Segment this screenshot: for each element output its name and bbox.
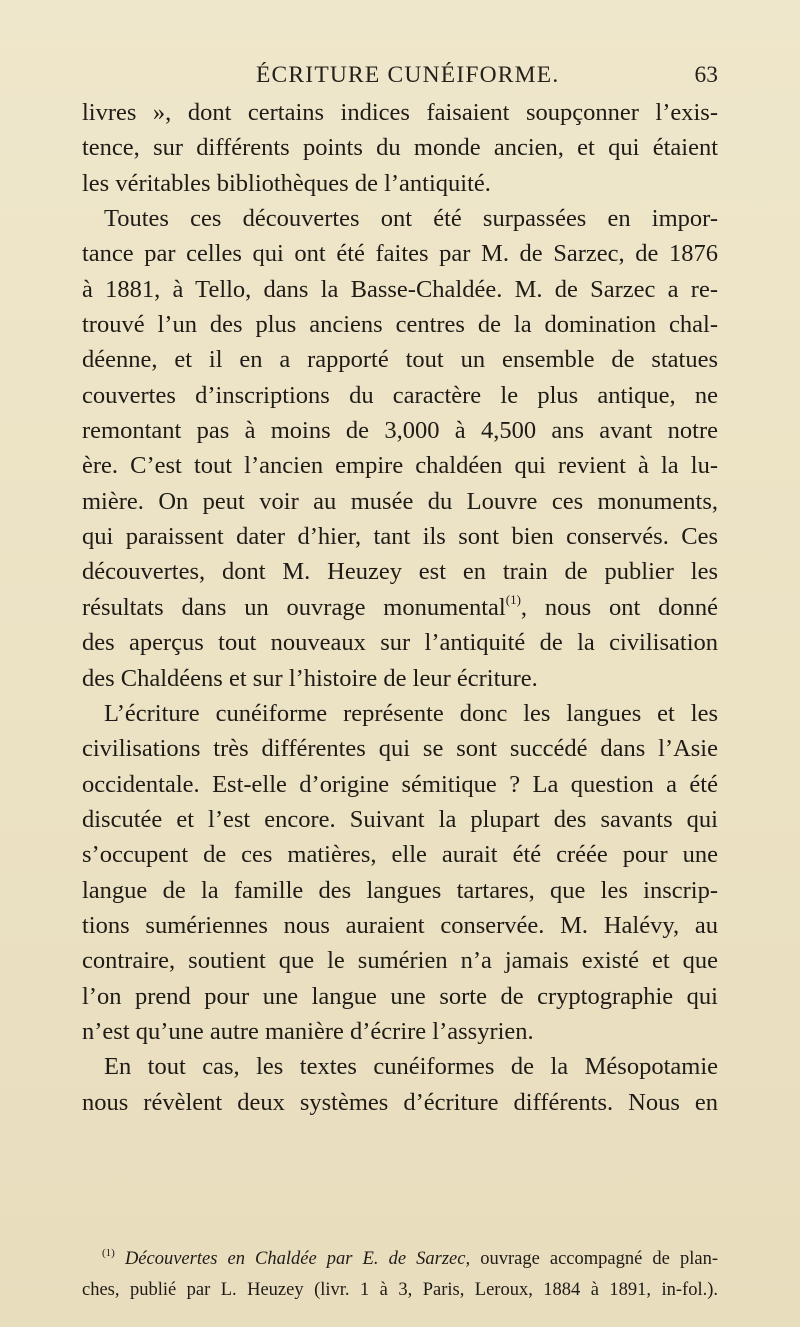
text-line: tions sumériennes nous auraient conservée. M. Halévy, au <box>82 911 718 939</box>
text-line: civilisations très différentes qui se sont succédé dans l’Asie <box>82 735 718 763</box>
text-line: qui paraissent dater d’hier, tant ils sont bien conservés. Ces <box>82 523 718 551</box>
footnote-text: ouvrage accompagné de plan- <box>470 1249 718 1269</box>
footnote-line <box>82 1244 718 1275</box>
footnote-reference: (1) <box>505 591 521 607</box>
text-line: ère. C’est tout l’ancien empire chaldéen qui revient à la lu- <box>82 452 718 480</box>
text-line: remontant pas à moins de 3,000 à 4,500 ans avant notre <box>82 417 718 445</box>
text-line: s’occupent de ces matières, elle aurait été créée pour une <box>82 841 718 869</box>
text-line: trouvé l’un des plus anciens centres de la domination chal- <box>82 311 718 339</box>
text-line: occidentale. Est-elle d’origine sémitique ? La question a été <box>82 770 718 798</box>
text-line: nous révèlent deux systèmes d’écriture différents. Nous en <box>82 1088 718 1116</box>
footnote <box>82 1244 718 1306</box>
text-line: déenne, et il en a rapporté tout un ensemble de statues <box>82 346 718 374</box>
text-line: L’écriture cunéiforme représente donc les langues et les <box>104 699 718 727</box>
text-line: l’on prend pour une langue une sorte de cryptographie qui <box>82 982 718 1010</box>
text-line: langue de la famille des langues tartares, que les inscrip- <box>82 876 718 904</box>
text-line: contraire, soutient que le sumérien n’a jamais existé et que <box>82 947 718 975</box>
text-line: découvertes, dont M. Heuzey est en train de publier les <box>82 558 718 586</box>
text-line: les véritables bibliothèques de l’antiquité. <box>82 169 491 197</box>
text-line: couvertes d’inscriptions du caractère le plus antique, ne <box>82 381 718 409</box>
text-line-with-footnote-ref <box>82 590 718 625</box>
text-line: tance par celles qui ont été faites par M. de Sarzec, de 1876 <box>82 240 718 268</box>
text-line: n’est qu’une autre manière d’écrire l’assyrien. <box>82 1017 534 1045</box>
text-line: tence, sur différents points du monde ancien, et qui étaient <box>82 134 718 162</box>
running-title: ÉCRITURE CUNÉIFORME. <box>256 62 560 88</box>
body-text <box>82 95 718 1120</box>
text-line: livres », dont certains indices faisaient soupçonner l’exis- <box>82 99 718 126</box>
footnote-mark: (1) <box>102 1247 115 1259</box>
text-segment: , nous ont donné <box>520 593 718 621</box>
text-line: Toutes ces découvertes ont été surpassées en impor- <box>104 205 718 233</box>
footnote-title: Découvertes en Chaldée par E. de Sarzec, <box>124 1249 471 1269</box>
text-line: des Chaldéens et sur l’histoire de leur écriture. <box>82 664 538 692</box>
text-line: à 1881, à Tello, dans la Basse-Chaldée. M. de Sarzec a re- <box>82 275 718 303</box>
footnote-line: ches, publié par L. Heuzey (livr. 1 à 3, Paris, Leroux, 1884 à 1891, in-fol.). <box>82 1280 718 1300</box>
text-segment: résultats dans un ouvrage monumental <box>82 593 506 621</box>
page-number: 63 <box>694 62 718 88</box>
text-line: En tout cas, les textes cunéiformes de la Mésopotamie <box>104 1053 718 1081</box>
text-line: mière. On peut voir au musée du Louvre ces monuments, <box>82 487 718 515</box>
text-line: discutée et l’est encore. Suivant la plupart des savants qui <box>82 805 718 833</box>
text-line: des aperçus tout nouveaux sur l’antiquité de la civilisation <box>82 629 718 657</box>
